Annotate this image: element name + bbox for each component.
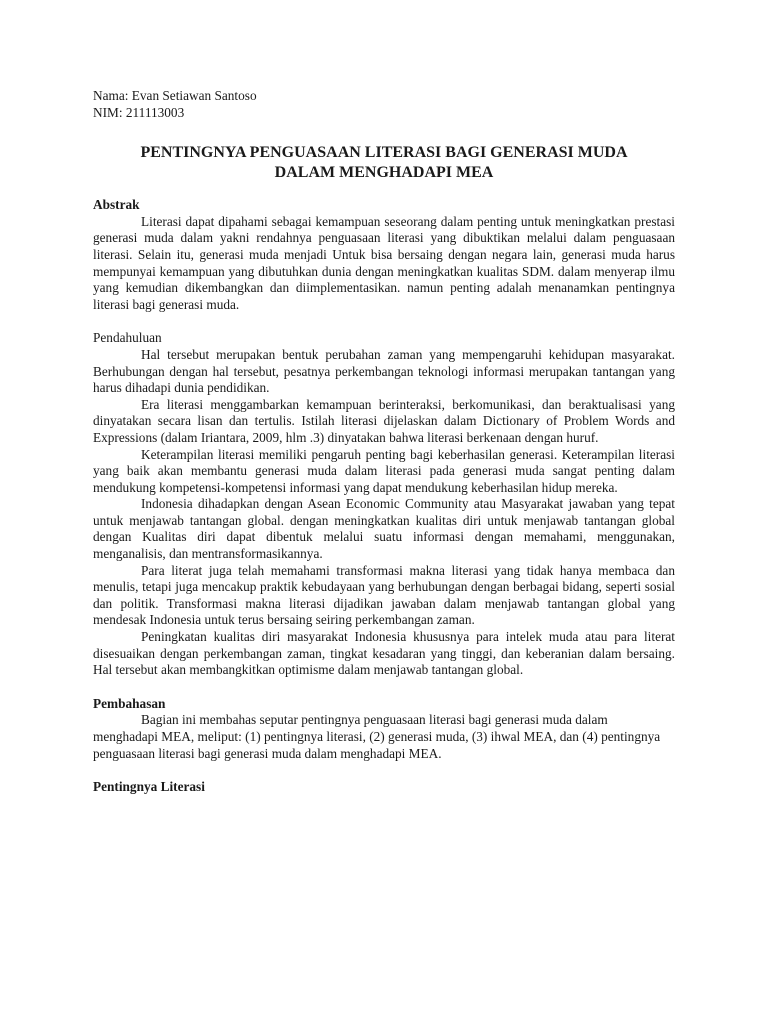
introduction-heading: Pendahuluan xyxy=(93,330,162,346)
document-content xyxy=(93,88,675,796)
introduction-paragraph: Keterampilan literasi memiliki pengaruh penting bagi keberhasilan generasi. Keterampilan literasi yang baik akan membantu generasi muda dalam literasi pada generasi muda sangat penting dalam mendukung kompetensi-kompetensi informasi yang dapat mendukung keberhasilan hidup mereka. xyxy=(93,446,675,495)
introduction-paragraph: Indonesia dihadapkan dengan Asean Economic Community atau Masyarakat jawaban yang tepat untuk menjawab tantangan global. dengan meningkatkan kualitas diri untuk menjawab tantangan global dengan Kualitas diri dapat dibentuk melalui suatu informasi dengan memahami, menggunakan, menganalisis, dan mentransformasikannya. xyxy=(93,496,675,562)
introduction-paragraph: Hal tersebut merupakan bentuk perubahan zaman yang mempengaruhi kehidupan masyarakat. Berhubungan dengan hal tersebut, pesatnya perkembangan teknologi informasi merupakan tantangan yang harus dihadapi dunia pendidikan. xyxy=(93,346,675,396)
discussion-heading: Pembahasan xyxy=(93,695,166,711)
document-title xyxy=(93,143,675,183)
author-name: Nama: Evan Setiawan Santoso xyxy=(93,88,257,103)
subsection-heading: Pentingnya Literasi xyxy=(93,779,205,795)
discussion-paragraph: Bagian ini membahas seputar pentingnya penguasaan literasi bagi generasi muda dalam menghadapi MEA, meliput: (1) pentingnya literasi, (2) generasi muda, (3) ihwal MEA, dan (4) pentingnya penguasaan literasi bagi generasi muda dalam menghadapi MEA. xyxy=(93,712,661,761)
abstract-heading: Abstrak xyxy=(93,197,140,213)
introduction-paragraph: Era literasi menggambarkan kemampuan berinteraksi, berkomunikasi, dan beraktualisasi yang dinyatakan secara lisan dan tertulis. Istilah literasi dijelaskan dalam Dictionary of Problem Words and Expressions (dalam Iriantara, 2009, hlm .3) dinyatakan bahwa literasi berkenaan dengan huruf. xyxy=(93,396,675,445)
abstract-paragraph: Literasi dapat dipahami sebagai kemampuan seseorang dalam penting untuk meningkatkan prestasi generasi muda dalam yakni rendahnya penguasaan literasi yang dibuktikan melalui dalam penguasaan literasi. Selain itu, generasi muda menjadi Untuk bisa bersaing dengan negara lain, generasi muda harus mempunyai kemampuan yang dibutuhkan dunia dengan meningkatkan kualitas SDM. dalam menyerap ilmu yang kemudian dikembangkan dan diimplementasikan. namun penting adalah menanamkan pentingnya literasi bagi generasi muda. xyxy=(93,213,675,312)
title-line-1: PENTINGNYA PENGUASAAN LITERASI BAGI GENERASI MUDA xyxy=(140,144,628,162)
student-id: NIM: 211113003 xyxy=(93,104,185,120)
title-line-2: DALAM MENGHADAPI MEA xyxy=(274,164,494,182)
introduction-paragraph: Peningkatan kualitas diri masyarakat Indonesia khususnya para intelek muda atau para literat disesuaikan dengan perkembangan zaman, tingkat kesadaran yang tinggi, dan keberanian dalam bersaing. Hal tersebut akan membangkitkan optimisme dalam menjawab tantangan global. xyxy=(93,629,675,678)
introduction-paragraph: Para literat juga telah memahami transformasi makna literasi yang tidak hanya membaca dan menulis, tetapi juga mencakup praktik kebudayaan yang berhubungan dengan berbagai bidang, seperti sosial dan politik. Transformasi makna literasi dijadikan jawaban dalam menjawab tantangan global yang mendesak Indonesia untuk terus bersaing seiring perkembangan zaman. xyxy=(93,562,675,628)
